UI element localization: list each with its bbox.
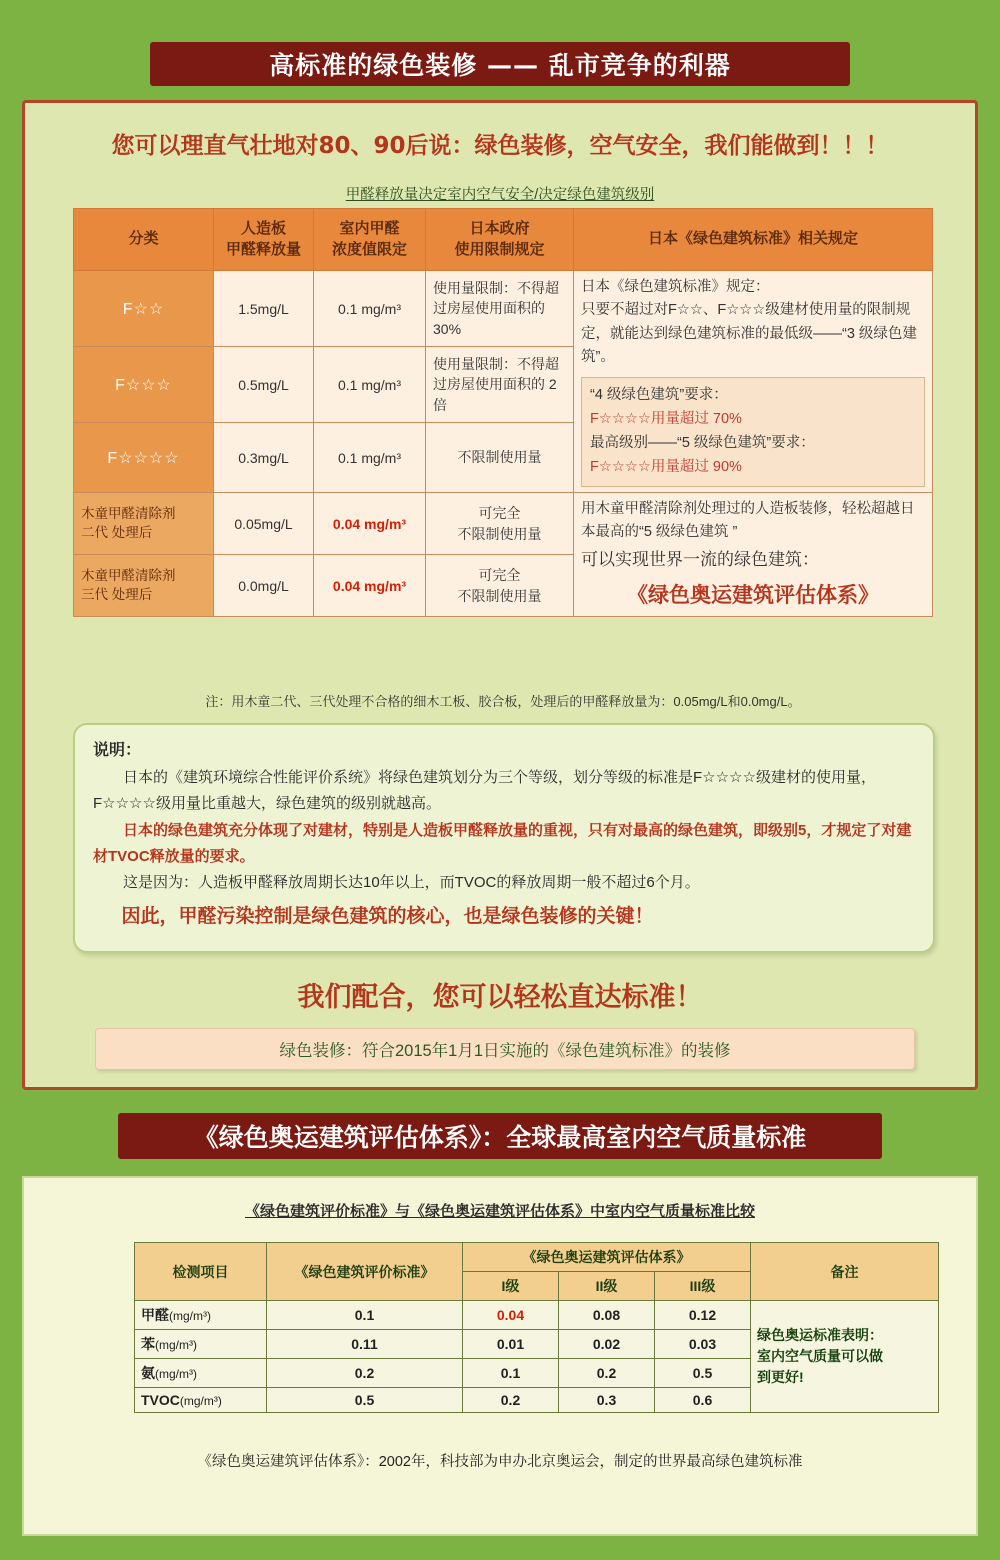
comparison-title: 《绿色建筑评价标准》与《绿色奥运建筑评估体系》中室内空气质量标准比较 bbox=[244, 1203, 755, 1220]
bottom-note-line-1: 用木童甲醛清除剂处理过的人造板装修，轻松超越日本最高的“5 级绿色建筑 ” bbox=[581, 501, 915, 541]
cell-concentration: 0.04 mg/m³ bbox=[314, 555, 426, 617]
bottom-note-line-2: 可以实现世界一流的绿色建筑： bbox=[581, 550, 819, 570]
cell-standard-value: 0.11 bbox=[267, 1330, 463, 1359]
comparison-footnote: 《绿色奥运建筑评估体系》：2002年，科技部为申办北京奥运会，制定的世界最高绿色建筑标准 bbox=[197, 1454, 803, 1470]
cell-grade3-value: 0.12 bbox=[655, 1301, 751, 1330]
cell-usage-limit: 可完全 不限制使用量 bbox=[426, 493, 574, 555]
banner-bottom-text: 《绿色奥运建筑评估体系》：全球最高室内空气质量标准 bbox=[193, 1123, 807, 1152]
table-header-row bbox=[74, 209, 933, 271]
cell-category: F☆☆ bbox=[74, 271, 214, 347]
cell-grade1-value: 0.01 bbox=[463, 1330, 559, 1359]
cell-standard-value: 0.1 bbox=[267, 1301, 463, 1330]
cell-test-item: 氨(mg/m³) bbox=[135, 1359, 267, 1388]
cell-green-olympic-note bbox=[574, 493, 933, 617]
comparison-table-wrapper bbox=[134, 1242, 939, 1413]
explanation-box bbox=[73, 723, 935, 953]
cell-concentration: 0.04 mg/m³ bbox=[314, 493, 426, 555]
cell-category: 木童甲醛清除剂 二代 处理后 bbox=[74, 493, 214, 555]
th-grade-1: I级 bbox=[463, 1272, 559, 1301]
standards-table-wrapper bbox=[73, 208, 933, 617]
cell-test-item: TVOC(mg/m³) bbox=[135, 1388, 267, 1413]
th-grade-2: II级 bbox=[559, 1272, 655, 1301]
note-box-line-1: “4 级绿色建筑”要求： bbox=[590, 387, 728, 404]
slogan-text: 我们配合，您可以轻松直达标准！ bbox=[297, 982, 703, 1013]
cell-grade1-value: 0.1 bbox=[463, 1359, 559, 1388]
cell-concentration: 0.1 mg/m³ bbox=[314, 347, 426, 423]
cell-category: 木童甲醛清除剂 三代 处理后 bbox=[74, 555, 214, 617]
th-green-olympic-group: 《绿色奥运建筑评估体系》 bbox=[463, 1243, 751, 1272]
banner-top-text: 高标准的绿色装修 —— 乱市竞争的利器 bbox=[269, 51, 731, 80]
cell-grade1-value: 0.04 bbox=[463, 1301, 559, 1330]
explanation-paragraph-3: 这是因为：人造板甲醛释放周期长达10年以上，而TVOC的释放周期一般不超过6个月。 bbox=[123, 874, 700, 891]
cell-emission: 1.5mg/L bbox=[214, 271, 314, 347]
note-box-line-4: F☆☆☆☆用量超过 90% bbox=[590, 458, 742, 475]
cell-category: F☆☆☆ bbox=[74, 347, 214, 423]
cell-emission: 0.5mg/L bbox=[214, 347, 314, 423]
explanation-paragraph-1: 日本的《建筑环境综合性能评价系统》将绿色建筑划分为三个等级，划分等级的标准是F☆☆☆☆级建材的使用量，F☆☆☆☆级用量比重越大，绿色建筑的级别就越高。 bbox=[93, 769, 876, 813]
note-box bbox=[581, 377, 925, 487]
table-caption: 甲醛释放量决定室内空气安全/决定绿色建筑级别 bbox=[345, 187, 655, 203]
cell-grade1-value: 0.2 bbox=[463, 1388, 559, 1413]
table-row bbox=[74, 271, 933, 347]
main-panel bbox=[22, 100, 978, 1090]
note-line-1: 日本《绿色建筑标准》规定： bbox=[581, 279, 770, 296]
explanation-title: 说明： bbox=[93, 742, 142, 759]
bottom-note-title: 《绿色奥运建筑评估体系》 bbox=[627, 581, 879, 607]
table-footnote: 注：用木童二代、三代处理不合格的细木工板、胶合板，处理后的甲醛释放量为：0.05mg/L和0.0mg/L。 bbox=[205, 694, 801, 709]
cell-grade2-value: 0.08 bbox=[559, 1301, 655, 1330]
slogan-box bbox=[95, 1028, 915, 1070]
cell-usage-limit: 使用量限制：不得超过房屋使用面积的 2 倍 bbox=[426, 347, 574, 423]
comparison-panel bbox=[22, 1176, 978, 1536]
th-emission: 人造板 甲醛释放量 bbox=[214, 209, 314, 271]
cell-concentration: 0.1 mg/m³ bbox=[314, 423, 426, 493]
cell-category: F☆☆☆☆ bbox=[74, 423, 214, 493]
explanation-conclusion: 因此，甲醛污染控制是绿色建筑的核心，也是绿色装修的关键！ bbox=[121, 906, 654, 928]
remark-line-3: 到更好! bbox=[757, 1369, 804, 1385]
cell-usage-limit: 使用量限制：不得超过房屋使用面积的 30% bbox=[426, 271, 574, 347]
cell-grade2-value: 0.02 bbox=[559, 1330, 655, 1359]
note-box-line-2: F☆☆☆☆用量超过 70% bbox=[590, 410, 742, 427]
table-header-row bbox=[135, 1243, 939, 1272]
page-title: 您可以理直气壮地对80、90后说：绿色装修，空气安全，我们能做到！！！ bbox=[111, 133, 889, 159]
cell-standard-value: 0.5 bbox=[267, 1388, 463, 1413]
th-remark: 备注 bbox=[751, 1243, 939, 1301]
cell-standard-value: 0.2 bbox=[267, 1359, 463, 1388]
cell-emission: 0.3mg/L bbox=[214, 423, 314, 493]
cell-emission: 0.0mg/L bbox=[214, 555, 314, 617]
cell-emission: 0.05mg/L bbox=[214, 493, 314, 555]
cell-grade3-value: 0.6 bbox=[655, 1388, 751, 1413]
cell-grade3-value: 0.5 bbox=[655, 1359, 751, 1388]
note-box-line-3: 最高级别——“5 级绿色建筑”要求： bbox=[590, 434, 815, 451]
comparison-table bbox=[134, 1242, 939, 1413]
th-green-building-standard: 《绿色建筑评价标准》 bbox=[267, 1243, 463, 1301]
remark-line-1: 绿色奥运标准表明： bbox=[757, 1327, 883, 1343]
th-grade-3: III级 bbox=[655, 1272, 751, 1301]
cell-grade2-value: 0.3 bbox=[559, 1388, 655, 1413]
explanation-paragraph-2: 日本的绿色建筑充分体现了对建材，特别是人造板甲醛释放量的重视，只有对最高的绿色建筑，即级别5，才规定了对建材TVOC释放量的要求。 bbox=[93, 821, 912, 865]
banner-bottom bbox=[118, 1113, 882, 1159]
banner-top bbox=[150, 42, 850, 86]
slogan-box-text: 绿色装修：符合2015年1月1日实施的《绿色建筑标准》的装修 bbox=[279, 1042, 731, 1060]
th-category: 分类 bbox=[74, 209, 214, 271]
th-usage-limit: 日本政府 使用限制规定 bbox=[426, 209, 574, 271]
th-green-standard: 日本《绿色建筑标准》相关规定 bbox=[574, 209, 933, 271]
note-line-2: 只要不超过对F☆☆、F☆☆☆级建材使用量的限制规定，就能达到绿色建筑标准的最低级——“3 级绿色建筑”。 bbox=[581, 302, 917, 365]
table-row bbox=[135, 1301, 939, 1330]
cell-test-item: 苯(mg/m³) bbox=[135, 1330, 267, 1359]
cell-grade3-value: 0.03 bbox=[655, 1330, 751, 1359]
cell-usage-limit: 不限制使用量 bbox=[426, 423, 574, 493]
remark-line-2: 室内空气质量可以做 bbox=[757, 1348, 883, 1364]
cell-remark bbox=[751, 1301, 939, 1413]
standards-table bbox=[73, 208, 933, 617]
th-test-item: 检测项目 bbox=[135, 1243, 267, 1301]
cell-grade2-value: 0.2 bbox=[559, 1359, 655, 1388]
th-concentration: 室内甲醛 浓度值限定 bbox=[314, 209, 426, 271]
cell-concentration: 0.1 mg/m³ bbox=[314, 271, 426, 347]
table-row bbox=[74, 493, 933, 555]
cell-usage-limit: 可完全 不限制使用量 bbox=[426, 555, 574, 617]
cell-green-standard-note bbox=[574, 271, 933, 493]
cell-test-item: 甲醛(mg/m³) bbox=[135, 1301, 267, 1330]
